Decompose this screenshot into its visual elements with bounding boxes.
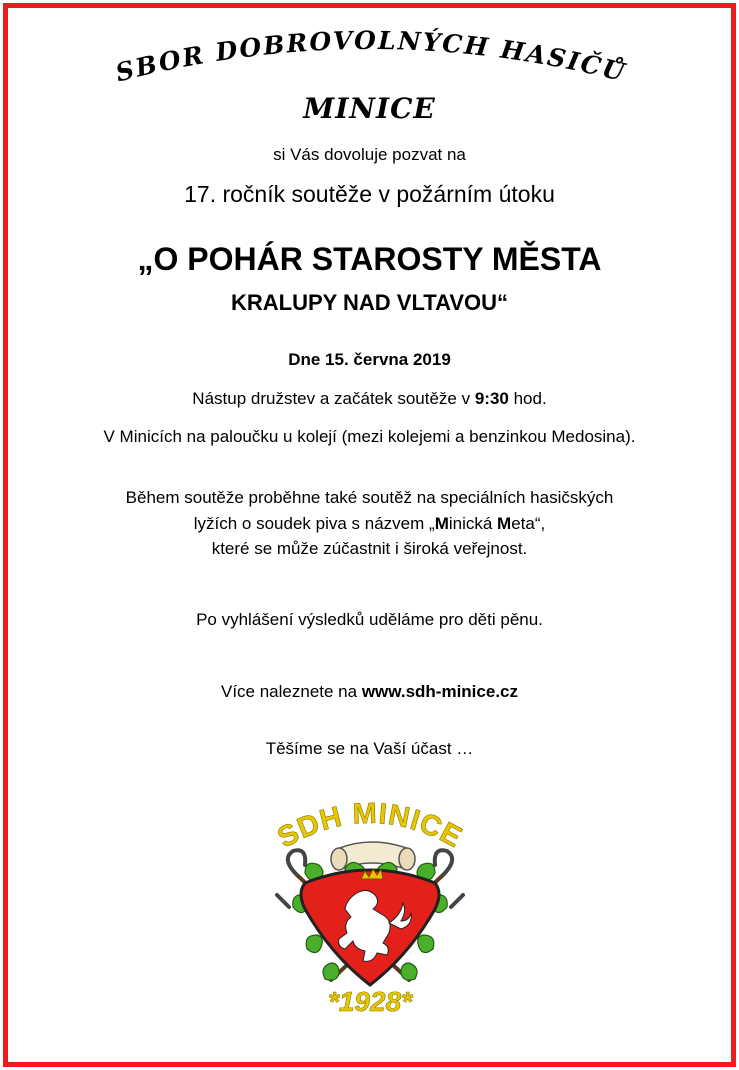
arc-title-text: SBOR DOBROVOLNÝCH HASIČŮ — [112, 25, 630, 88]
start-line — [0, 389, 739, 409]
event-date: Dne 15. června 2019 — [288, 350, 451, 369]
logo-year: *1928* — [327, 986, 413, 1017]
more-info-line — [0, 682, 739, 702]
foam-text: Po vyhlášení výsledků uděláme pro děti pěnu. — [196, 610, 543, 629]
closing-text: Těšíme se na Vaší účast … — [265, 739, 474, 758]
start-suffix: hod. — [508, 389, 547, 408]
invite-text: si Vás dovoluje pozvat na — [273, 145, 466, 164]
side-contest-line3: které se může zúčastnit i široká veřejnost. — [211, 539, 528, 558]
place-title: MINICE — [303, 92, 436, 125]
event-title-line1: „O POHÁR STAROSTY MĚSTA — [137, 241, 602, 277]
svg-text:SBOR DOBROVOLNÝCH HASIČŮ — [113, 26, 630, 88]
side-contest-line1: Během soutěže proběhne také soutěž na speciálních hasičských — [125, 488, 614, 507]
logo-title: SDH MINICE — [272, 797, 468, 855]
round-text: 17. ročník soutěže v požárním útoku — [184, 181, 555, 207]
czech-lion-shield-icon — [301, 869, 439, 985]
meta-name-rest2: eta — [511, 514, 535, 533]
meta-name-letter1: M — [434, 514, 449, 533]
start-time: 9:30 — [474, 389, 509, 408]
meta-name-rest1: inická — [448, 514, 498, 533]
more-info-prefix: Více naleznete na — [220, 682, 362, 701]
event-title-line2: KRALUPY NAD VLTAVOU“ — [230, 290, 509, 315]
side-contest-prefix: lyžích o soudek piva s názvem „ — [193, 514, 435, 533]
start-prefix: Nástup družstev a začátek soutěže v — [192, 389, 475, 408]
scroll-icon — [331, 842, 415, 870]
website-link[interactable]: www.sdh-minice.cz — [361, 682, 518, 701]
side-contest-line2 — [0, 514, 739, 534]
meta-name-letter2: M — [497, 514, 512, 533]
location-text: V Minicích na paloučku u kolejí (mezi kolejemi a benzinkou Medosina). — [103, 427, 636, 446]
side-contest-suffix: “, — [534, 514, 546, 533]
sdh-minice-logo — [259, 795, 481, 1025]
